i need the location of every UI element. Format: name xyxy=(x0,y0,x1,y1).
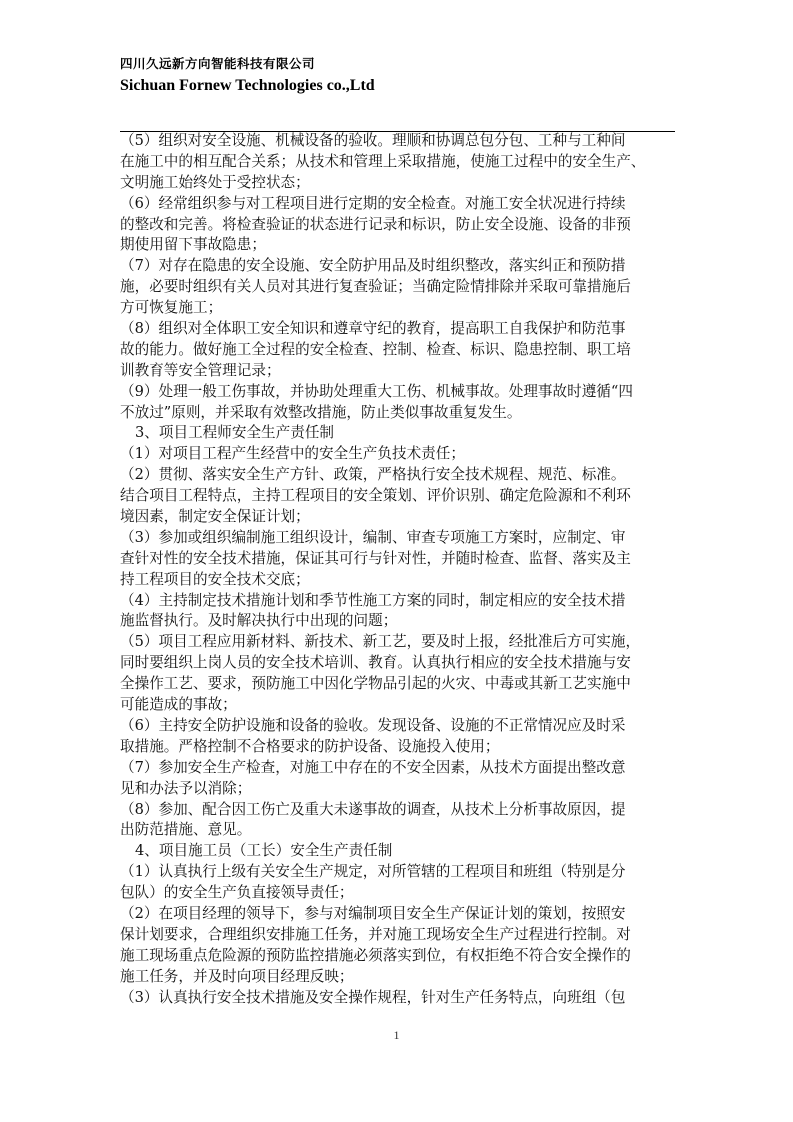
body-line: 持工程项目的安全技术交底； xyxy=(120,570,310,588)
body-line: （7）参加安全生产检查，对施工中存在的不安全因素，从技术方面提出整改意 xyxy=(120,758,626,776)
body-line: 全操作工艺、要求，预防施工中因化学物品引起的火灾、中毒或其新工艺实施中 xyxy=(120,675,631,693)
body-line: （1）认真执行上级有关安全生产规定，对所管辖的工程项目和班组（特别是分 xyxy=(120,863,626,881)
body-line: 包队）的安全生产负直接领导责任； xyxy=(120,884,354,902)
body-line: （1）对项目工程产生经营中的安全生产负技术责任； xyxy=(120,445,465,463)
body-line: 结合项目工程特点，主持工程项目的安全策划、评价识别、确定危险源和不利环 xyxy=(120,487,631,505)
body-line: 施工任务，并及时向项目经理反映； xyxy=(120,967,354,985)
body-line: （2）贯彻、落实安全生产方针、政策，严格执行安全技术规程、规范、标准。 xyxy=(120,466,626,484)
body-line: 出防范措施、意见。 xyxy=(120,821,252,839)
page-header xyxy=(120,56,375,96)
body-line: 施工现场重点危险源的预防监控措施必须落实到位，有权拒绝不符合安全操作的 xyxy=(120,946,631,964)
document-body xyxy=(120,131,676,1008)
body-line: 保计划要求，合理组织安排施工任务，并对施工现场安全生产过程进行控制。对 xyxy=(120,925,631,943)
body-line: 故的能力。做好施工全过程的安全检查、控制、检查、标识、隐患控制、职工培 xyxy=(120,340,631,358)
body-line: （5）组织对安全设施、机械设备的验收。理顺和协调总包分包、工种与工种间 xyxy=(120,132,626,149)
body-line: （8）参加、配合因工伤亡及重大未遂事故的调查，从技术上分析事故原因，提 xyxy=(120,800,626,818)
company-name-chinese: 四川久远新方向智能科技有限公司 xyxy=(120,56,316,71)
body-line: （6）主持安全防护设施和设备的验收。发现设备、设施的不正常情况应及时采 xyxy=(120,716,626,734)
body-line: 施，必要时组织有关人员对其进行复查验证；当确定险情排除并采取可靠措施后 xyxy=(120,278,631,296)
page-number: 1 xyxy=(393,1028,400,1042)
company-name-english: Sichuan Fornew Technologies co.,Ltd xyxy=(120,77,375,94)
section-heading: 3、项目工程师安全生产责任制 xyxy=(135,424,335,442)
body-line: 境因素，制定安全保证计划； xyxy=(120,508,310,526)
body-line: 在施工中的相互配合关系；从技术和管理上采取措施，使施工过程中的安全生产、 xyxy=(120,152,646,170)
body-line: 方可恢复施工； xyxy=(120,299,223,317)
body-line: （5）项目工程应用新材料、新技术、新工艺，要及时上报，经批准后方可实施， xyxy=(120,633,641,651)
body-line: 同时要组织上岗人员的安全技术培训、教育。认真执行相应的安全技术措施与安 xyxy=(120,654,631,672)
body-line: 文明施工始终处于受控状态； xyxy=(120,173,310,191)
body-line: （8）组织对全体职工安全知识和遵章守纪的教育，提高职工自我保护和防范事 xyxy=(120,320,626,338)
body-line: （2）在项目经理的领导下，参与对编制项目安全生产保证计划的策划，按照安 xyxy=(120,904,626,922)
body-line: 查针对性的安全技术措施，保证其可行与针对性，并随时检查、监督、落实及主 xyxy=(120,549,631,567)
body-line: （6）经常组织参与对工程项目进行定期的安全检查。对施工安全状况进行持续 xyxy=(120,194,626,212)
body-line: （7）对存在隐患的安全设施、安全防护用品及时组织整改，落实纠正和预防措 xyxy=(120,257,626,275)
section-heading: 4、项目施工员（工长）安全生产责任制 xyxy=(135,842,393,860)
body-line: 施监督执行。及时解决执行中出现的问题； xyxy=(120,612,398,630)
body-line: （4）主持制定技术措施计划和季节性施工方案的同时，制定相应的安全技术措 xyxy=(120,591,626,609)
body-line: 不放过”原则，并采取有效整改措施，防止类似事故重复发生。 xyxy=(120,403,522,421)
body-line: 取措施。严格控制不合格要求的防护设备、设施投入使用； xyxy=(120,737,500,755)
body-line: 期使用留下事故隐患； xyxy=(120,236,266,254)
body-line: （3）认真执行安全技术措施及安全操作规程，针对生产任务特点，向班组（包 xyxy=(120,988,626,1006)
body-line: （9）处理一般工伤事故，并协助处理重大工伤、机械事故。处理事故时遵循“四 xyxy=(120,382,633,400)
body-line: 的整改和完善。将检查验证的状态进行记录和标识，防止安全设施、设备的非预 xyxy=(120,215,631,233)
body-line: （3）参加或组织编制施工组织设计，编制、审查专项施工方案时，应制定、审 xyxy=(120,528,626,546)
body-line: 训教育等安全管理记录； xyxy=(120,361,281,379)
body-line: 可能造成的事故； xyxy=(120,696,237,714)
body-line: 见和办法予以消除； xyxy=(120,779,252,797)
